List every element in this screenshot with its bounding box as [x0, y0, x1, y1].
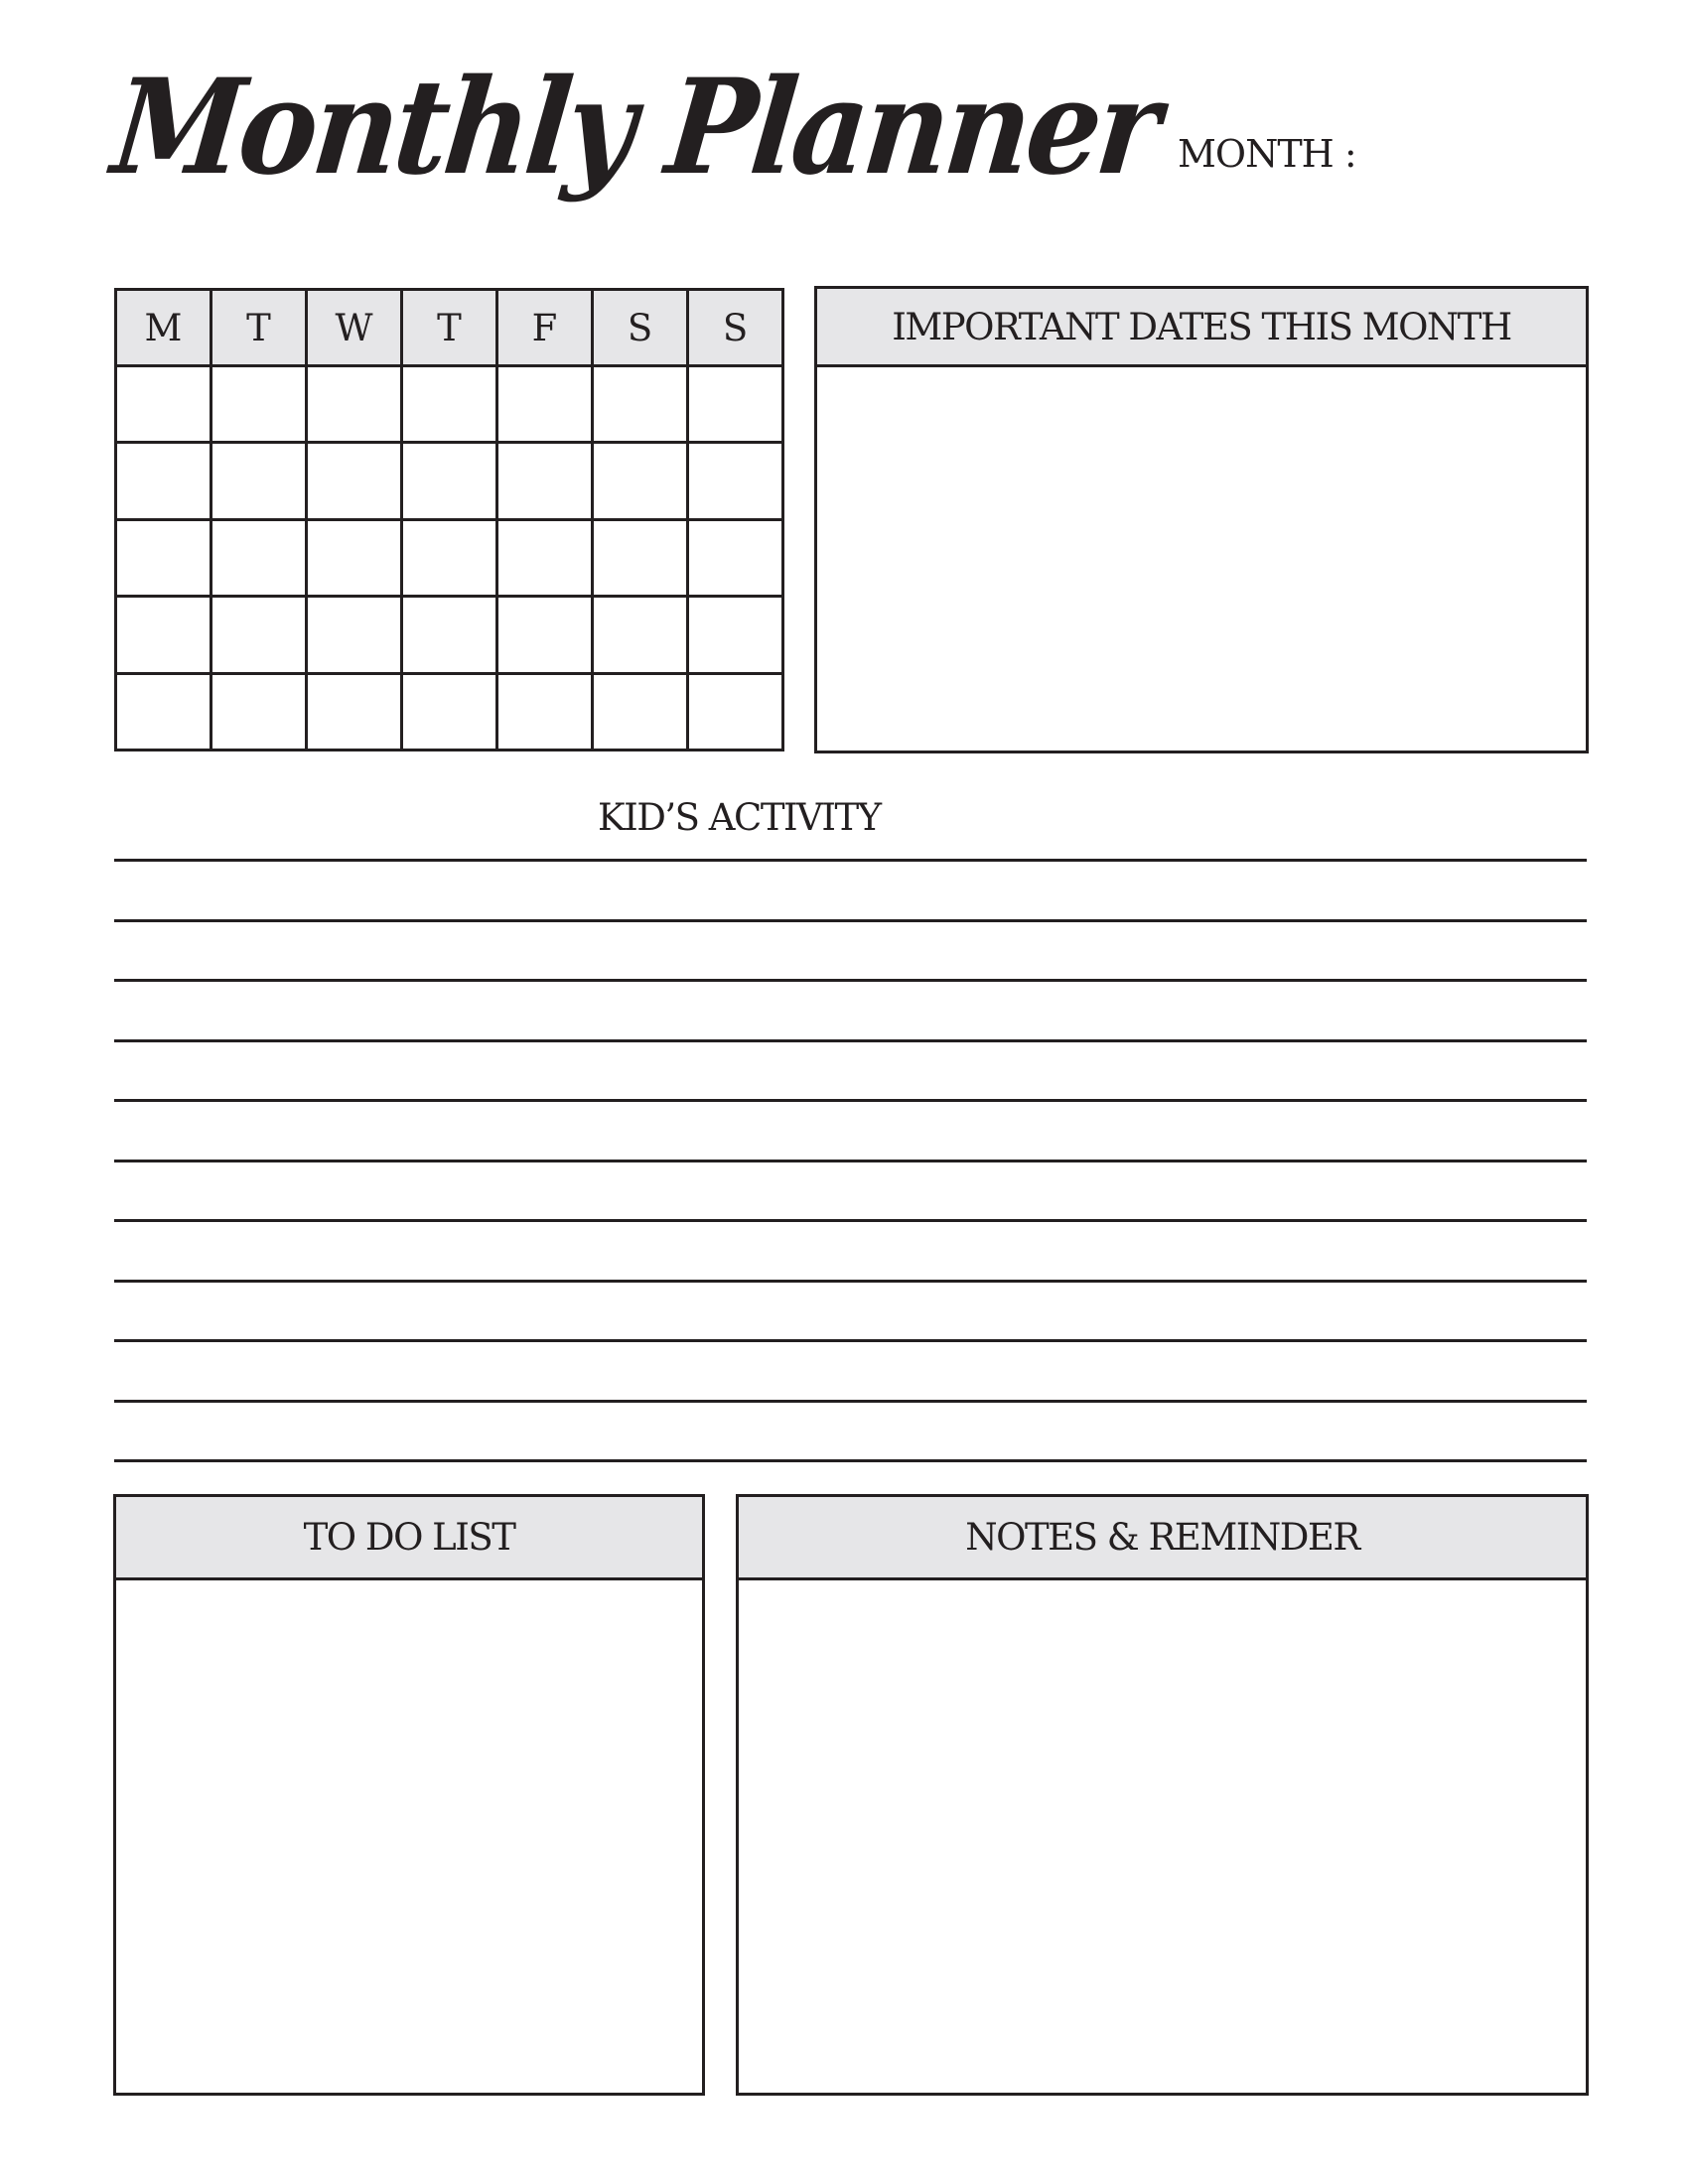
notes-reminder-header: NOTES & REMINDER [739, 1497, 1586, 1580]
calendar-day-cell[interactable] [688, 673, 783, 750]
calendar-grid [114, 288, 784, 751]
calendar-day-cell[interactable] [497, 443, 593, 519]
weekday-header-row [116, 290, 783, 366]
notes-reminder-body[interactable] [739, 1580, 1586, 2093]
calendar-day-cell[interactable] [307, 597, 402, 673]
weekday-wednesday: W [307, 290, 402, 366]
calendar-day-cell[interactable] [211, 366, 307, 443]
calendar-day-cell[interactable] [307, 443, 402, 519]
month-input[interactable] [1350, 127, 1589, 177]
ruled-line[interactable] [114, 1459, 1587, 1462]
calendar-day-cell[interactable] [497, 597, 593, 673]
ruled-line[interactable] [114, 919, 1587, 922]
calendar-day-cell[interactable] [593, 443, 688, 519]
important-dates-box [814, 286, 1589, 753]
weekday-saturday: S [593, 290, 688, 366]
important-dates-body[interactable] [817, 367, 1586, 751]
calendar-week-row [116, 519, 783, 596]
calendar-day-cell[interactable] [211, 673, 307, 750]
calendar-day-cell[interactable] [402, 519, 497, 596]
calendar-day-cell[interactable] [402, 673, 497, 750]
ruled-line[interactable] [114, 1400, 1587, 1403]
calendar-day-cell[interactable] [688, 366, 783, 443]
calendar-day-cell[interactable] [497, 366, 593, 443]
calendar-week-row [116, 597, 783, 673]
ruled-line[interactable] [114, 1280, 1587, 1283]
calendar-day-cell[interactable] [593, 366, 688, 443]
todo-list-box [113, 1494, 705, 2096]
notes-reminder-box [736, 1494, 1589, 2096]
calendar-day-cell[interactable] [116, 366, 211, 443]
weekday-tuesday: T [211, 290, 307, 366]
calendar-day-cell[interactable] [688, 443, 783, 519]
page-title: Monthly Planner [105, 49, 1165, 205]
calendar-day-cell[interactable] [688, 597, 783, 673]
ruled-line[interactable] [114, 979, 1587, 982]
ruled-line[interactable] [114, 1339, 1587, 1342]
calendar-day-cell[interactable] [497, 519, 593, 596]
calendar-week-row [116, 366, 783, 443]
ruled-line[interactable] [114, 1219, 1587, 1222]
weekday-friday: F [497, 290, 593, 366]
ruled-line[interactable] [114, 859, 1587, 862]
month-label: MONTH : [1178, 132, 1356, 176]
calendar-day-cell[interactable] [211, 597, 307, 673]
calendar-day-cell[interactable] [116, 673, 211, 750]
calendar-day-cell[interactable] [593, 597, 688, 673]
calendar-day-cell[interactable] [688, 519, 783, 596]
calendar-day-cell[interactable] [307, 673, 402, 750]
calendar-week-row [116, 443, 783, 519]
calendar-day-cell[interactable] [593, 519, 688, 596]
calendar-day-cell[interactable] [307, 519, 402, 596]
calendar-day-cell[interactable] [402, 597, 497, 673]
todo-list-header: TO DO LIST [116, 1497, 702, 1580]
calendar-day-cell[interactable] [116, 519, 211, 596]
weekday-monday: M [116, 290, 211, 366]
calendar-day-cell[interactable] [593, 673, 688, 750]
important-dates-header: IMPORTANT DATES THIS MONTH [817, 289, 1586, 367]
ruled-line[interactable] [114, 1099, 1587, 1102]
ruled-line[interactable] [114, 1160, 1587, 1162]
calendar-day-cell[interactable] [116, 443, 211, 519]
todo-list-body[interactable] [116, 1580, 702, 2093]
kids-activity-title: KID’S ACTIVITY [598, 796, 881, 839]
calendar-day-cell[interactable] [497, 673, 593, 750]
calendar-week-row [116, 673, 783, 750]
ruled-line[interactable] [114, 1039, 1587, 1042]
calendar-day-cell[interactable] [116, 597, 211, 673]
weekday-thursday: T [402, 290, 497, 366]
calendar-day-cell[interactable] [402, 443, 497, 519]
calendar-day-cell[interactable] [307, 366, 402, 443]
calendar-day-cell[interactable] [402, 366, 497, 443]
calendar-day-cell[interactable] [211, 519, 307, 596]
weekday-sunday: S [688, 290, 783, 366]
calendar-day-cell[interactable] [211, 443, 307, 519]
